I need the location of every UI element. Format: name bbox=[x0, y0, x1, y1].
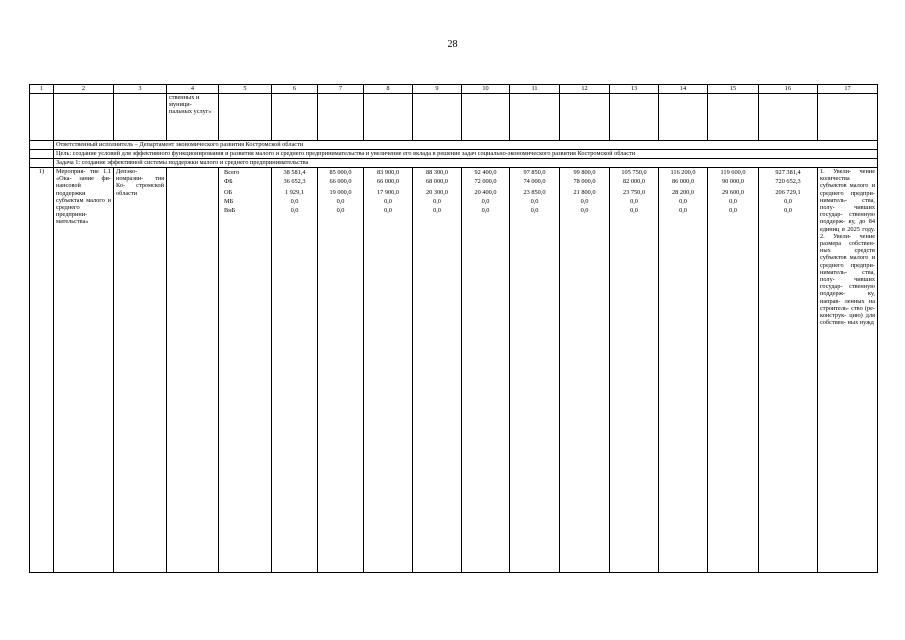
funding-value: 23 850,0 bbox=[523, 189, 546, 196]
column-header: 8 bbox=[364, 85, 413, 94]
funding-source-label: ФБ bbox=[224, 178, 233, 185]
funding-value: 19 000,0 bbox=[329, 189, 352, 196]
column-header: 6 bbox=[272, 85, 318, 94]
funding-value: 17 900,0 bbox=[376, 189, 400, 196]
column-header: 15 bbox=[708, 85, 759, 94]
column-header: 3 bbox=[114, 85, 167, 94]
column-header: 7 bbox=[318, 85, 364, 94]
funding-value: 29 600,0 bbox=[721, 189, 745, 196]
funding-value: 20 400,0 bbox=[474, 189, 497, 196]
funding-value: 0,0 bbox=[530, 198, 539, 205]
funding-value: 0,0 bbox=[433, 198, 441, 205]
funding-value: 0,0 bbox=[530, 207, 539, 214]
funding-value: 0,0 bbox=[679, 207, 687, 214]
column-header: 17 bbox=[818, 85, 878, 94]
continued-row bbox=[30, 94, 878, 141]
program-table bbox=[29, 84, 878, 573]
funding-value: 72 000,0 bbox=[474, 178, 497, 185]
funding-year-column bbox=[462, 168, 510, 573]
column-header: 14 bbox=[659, 85, 708, 94]
funding-value: 720 652,3 bbox=[775, 178, 801, 185]
funding-value: 0,0 bbox=[580, 207, 589, 214]
funding-source-column bbox=[219, 168, 272, 573]
funding-value: 116 200,0 bbox=[670, 169, 696, 176]
funding-value: 0,0 bbox=[729, 207, 737, 214]
funding-value: 0,0 bbox=[481, 198, 490, 205]
funding-value: 0,0 bbox=[630, 198, 638, 205]
funding-value: 99 800,0 bbox=[573, 169, 596, 176]
activity-col4 bbox=[167, 168, 219, 573]
funding-year-column bbox=[659, 168, 708, 573]
funding-value: 68 000,0 bbox=[425, 178, 449, 185]
task-row bbox=[30, 159, 878, 168]
funding-year-column bbox=[610, 168, 659, 573]
funding-value: 206 729,1 bbox=[775, 189, 801, 196]
program-goal: Цель: создание условий для эффективного функционирования и развития малого и среднего предпринимательства и увеличение его вклада в решение задач социально-экономического развития Костромской области bbox=[54, 150, 878, 159]
funding-year-column bbox=[759, 168, 818, 573]
funding-value: 66 000,0 bbox=[376, 178, 400, 185]
funding-value: 0,0 bbox=[481, 207, 490, 214]
funding-year-column bbox=[364, 168, 413, 573]
funding-value: 82 000,0 bbox=[622, 178, 646, 185]
column-header: 5 bbox=[219, 85, 272, 94]
funding-value: 105 750,0 bbox=[621, 169, 647, 176]
funding-value: 0,0 bbox=[784, 207, 792, 214]
funding-value: 83 900,0 bbox=[376, 169, 400, 176]
funding-value: 90 000,0 bbox=[721, 178, 745, 185]
activity-name: Мероприя- тие 1.1 «Ока- зание фи- нансовой поддержки субъектам малого и среднего предприни- мательства» bbox=[54, 168, 114, 573]
funding-value: 23 750,0 bbox=[622, 189, 646, 196]
column-header: 9 bbox=[413, 85, 462, 94]
funding-value: 21 800,0 bbox=[573, 189, 596, 196]
column-header: 12 bbox=[560, 85, 610, 94]
column-header: 11 bbox=[510, 85, 560, 94]
funding-year-column bbox=[510, 168, 560, 573]
column-header: 4 bbox=[167, 85, 219, 94]
funding-value: 28 200,0 bbox=[671, 189, 695, 196]
funding-year-column bbox=[413, 168, 462, 573]
row-number: 1) bbox=[30, 168, 54, 573]
goal-row bbox=[30, 150, 878, 159]
funding-year-column bbox=[560, 168, 610, 573]
column-number-row bbox=[30, 85, 878, 94]
funding-value: 74 000,0 bbox=[523, 178, 546, 185]
program-task: Задача 1: создание эффективной системы поддержки малого и среднего предпринимательства bbox=[54, 159, 878, 168]
funding-value: 0,0 bbox=[384, 198, 392, 205]
funding-value: 66 000,0 bbox=[329, 178, 352, 185]
funding-value: 78 000,0 bbox=[573, 178, 596, 185]
funding-value: 0,0 bbox=[290, 198, 299, 205]
funding-value: 92 400,0 bbox=[474, 169, 497, 176]
funding-value: 0,0 bbox=[336, 198, 345, 205]
column-header: 2 bbox=[54, 85, 114, 94]
funding-source-label: Всего bbox=[224, 169, 240, 176]
column-header: 10 bbox=[462, 85, 510, 94]
funding-value: 88 300,0 bbox=[425, 169, 449, 176]
column-header: 16 bbox=[759, 85, 818, 94]
column-header: 1 bbox=[30, 85, 54, 94]
funding-value: 86 000,0 bbox=[671, 178, 695, 185]
funding-value: 20 300,0 bbox=[425, 189, 449, 196]
funding-value: 0,0 bbox=[679, 198, 687, 205]
funding-source-label: МБ bbox=[224, 198, 234, 205]
funding-source-label: ВнБ bbox=[224, 207, 236, 214]
funding-value: 0,0 bbox=[290, 207, 299, 214]
page-number: 28 bbox=[447, 39, 458, 50]
activity-executor: Депэко- номразви- тия Ко- стромской области bbox=[114, 168, 167, 573]
funding-value: 0,0 bbox=[630, 207, 638, 214]
funding-value: 927 381,4 bbox=[775, 169, 801, 176]
responsible-executor: Ответственный исполнитель – Департамент экономического развития Костромской области bbox=[54, 141, 878, 150]
funding-source-label: ОБ bbox=[224, 189, 233, 196]
target-indicators: 1. Увели- чение количества субъектов малого и среднего предпри- ниматель- ства, полу- чивших государ- ственную поддерж- ку, до 84 единиц в 2025 году. 2. Увели- чение размера собствен- ных средств субъектов малого и среднего предпри- ниматель- ства, полу- чивших государ- ственную поддерж- ку, направ- ленных на строитель- ство (ре- конструк- цию) для собствен- ных нужд bbox=[818, 168, 878, 573]
funding-value: 97 850,0 bbox=[523, 169, 546, 176]
activity-row bbox=[30, 168, 878, 573]
funding-year-column bbox=[318, 168, 364, 573]
funding-value: 119 600,0 bbox=[720, 169, 746, 176]
funding-value: 36 652,3 bbox=[283, 178, 306, 185]
funding-value: 0,0 bbox=[384, 207, 392, 214]
responsible-row bbox=[30, 141, 878, 150]
continued-service-text: ственных и муници- пальных услуг» bbox=[167, 94, 219, 141]
funding-value: 1 929,1 bbox=[285, 189, 304, 196]
funding-value: 0,0 bbox=[580, 198, 589, 205]
funding-value: 0,0 bbox=[729, 198, 737, 205]
funding-year-column bbox=[272, 168, 318, 573]
funding-value: 85 000,0 bbox=[329, 169, 352, 176]
funding-value: 38 581,4 bbox=[283, 169, 306, 176]
funding-value: 0,0 bbox=[784, 198, 792, 205]
funding-value: 0,0 bbox=[433, 207, 441, 214]
column-header: 13 bbox=[610, 85, 659, 94]
funding-year-column bbox=[708, 168, 759, 573]
funding-value: 0,0 bbox=[336, 207, 345, 214]
